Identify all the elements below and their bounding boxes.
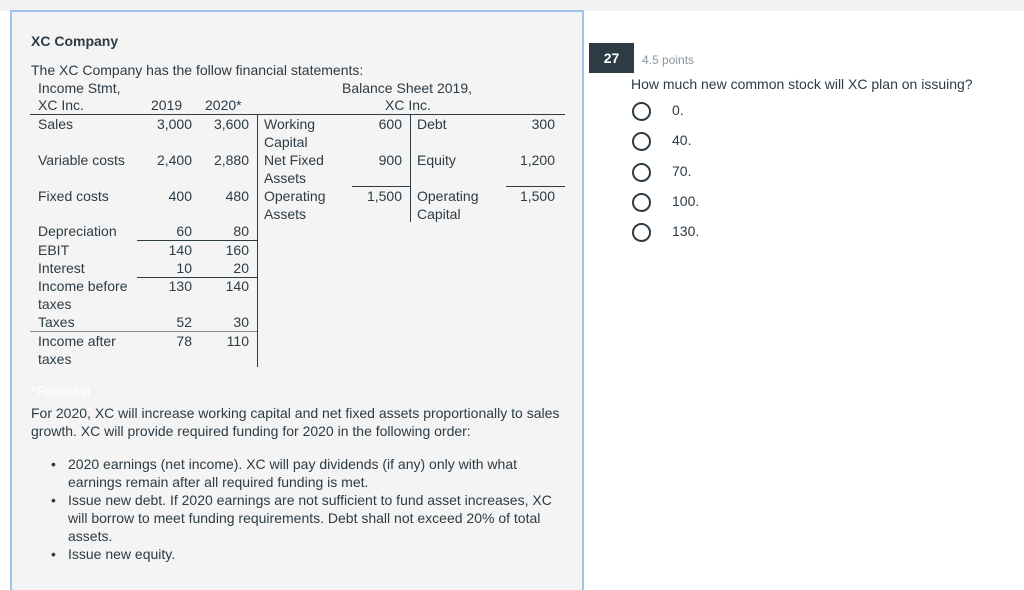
liability-label: Operating (417, 188, 479, 204)
option-radio-0[interactable] (632, 102, 651, 121)
value-2020: 20 (233, 260, 249, 276)
liability-label: Debt (417, 116, 447, 132)
option-label[interactable]: 40. (672, 132, 692, 148)
value-2020: 2,880 (213, 152, 249, 168)
asset-label-cont: Assets (264, 206, 307, 222)
option-label[interactable]: 100. (672, 193, 700, 209)
value-2019: 10 (176, 260, 192, 276)
row-label-cont: taxes (38, 296, 72, 312)
value-2019: 400 (168, 188, 192, 204)
option-label[interactable]: 0. (672, 102, 684, 118)
option-radio-130[interactable] (632, 223, 651, 242)
list-item: • 2020 earnings (net income). XC will pay dividends (if any) only with what earnings remain after all required funding is met. (31, 455, 568, 491)
list-item: • Issue new debt. If 2020 earnings are not sufficient to fund asset increases, XC will borrow to meet funding requirements. Debt shall not exceed 20% of total assets. (31, 491, 568, 545)
company-title: XC Company (31, 33, 119, 49)
is-divider (257, 114, 258, 367)
row-label: EBIT (38, 242, 70, 258)
value-2019: 60 (176, 223, 192, 239)
col-2020: 2020* (205, 97, 242, 113)
value-2020: 80 (233, 223, 249, 239)
row-label: Income before (38, 278, 128, 294)
liability-label-cont: Capital (417, 206, 461, 222)
asset-value: 600 (378, 116, 402, 132)
option-radio-70[interactable] (632, 163, 651, 182)
question-number-badge: 27 (589, 43, 634, 73)
value-2019: 140 (168, 242, 192, 258)
liability-value: 300 (531, 116, 555, 132)
value-2019: 52 (176, 314, 192, 330)
income-stmt-company: XC Inc. (38, 97, 84, 113)
row-label: Sales (38, 116, 74, 132)
value-2019: 3,000 (156, 116, 192, 132)
liability-label: Equity (417, 152, 456, 168)
value-2019: 130 (168, 278, 192, 294)
option-radio-100[interactable] (632, 193, 651, 212)
row-label: Fixed costs (38, 188, 109, 204)
value-2020: 110 (226, 333, 249, 349)
option-label[interactable]: 70. (672, 163, 692, 179)
liability-value: 1,200 (519, 152, 555, 168)
value-2020: 30 (233, 314, 249, 330)
asset-label: Operating (264, 188, 326, 204)
question-text: How much new common stock will XC plan on issuing? (631, 76, 973, 92)
balance-sheet-header: Balance Sheet 2019, (342, 80, 472, 96)
asset-value: 1,500 (366, 188, 402, 204)
row-label: Variable costs (38, 152, 125, 168)
list-item: • Issue new equity. (31, 545, 568, 563)
forecast-note: *Forecast (31, 383, 91, 399)
row-label: Depreciation (38, 223, 117, 239)
value-2019: 2,400 (156, 152, 192, 168)
value-2020: 480 (225, 188, 249, 204)
value-2019: 78 (176, 333, 192, 349)
funding-paragraph: For 2020, XC will increase working capital and net fixed assets proportionally to sales growth. XC will provide required funding for 2020 in the following order: (31, 405, 560, 439)
asset-label: Working (264, 116, 316, 132)
liability-value: 1,500 (519, 188, 555, 204)
value-2020: 140 (225, 278, 249, 294)
row-label: Taxes (38, 314, 75, 330)
funding-order-list (31, 455, 571, 563)
option-radio-40[interactable] (632, 132, 651, 151)
balance-sheet-company: XC Inc. (385, 97, 431, 113)
row-label: Interest (38, 260, 85, 276)
intro-text: The XC Company has the follow financial statements: (31, 62, 364, 78)
bs-divider (410, 114, 411, 222)
asset-value: 900 (378, 152, 402, 168)
value-2020: 3,600 (213, 116, 249, 132)
col-2019: 2019 (151, 97, 183, 113)
income-stmt-header: Income Stmt, (38, 80, 121, 96)
option-label[interactable]: 130. (672, 223, 700, 239)
question-points: 4.5 points (642, 53, 695, 67)
row-label-cont: taxes (38, 351, 72, 367)
asset-label-cont: Capital (264, 134, 308, 150)
asset-label: Net Fixed (264, 152, 324, 168)
asset-label-cont: Assets (264, 170, 307, 186)
value-2020: 160 (225, 242, 249, 258)
row-label: Income after (38, 333, 116, 349)
